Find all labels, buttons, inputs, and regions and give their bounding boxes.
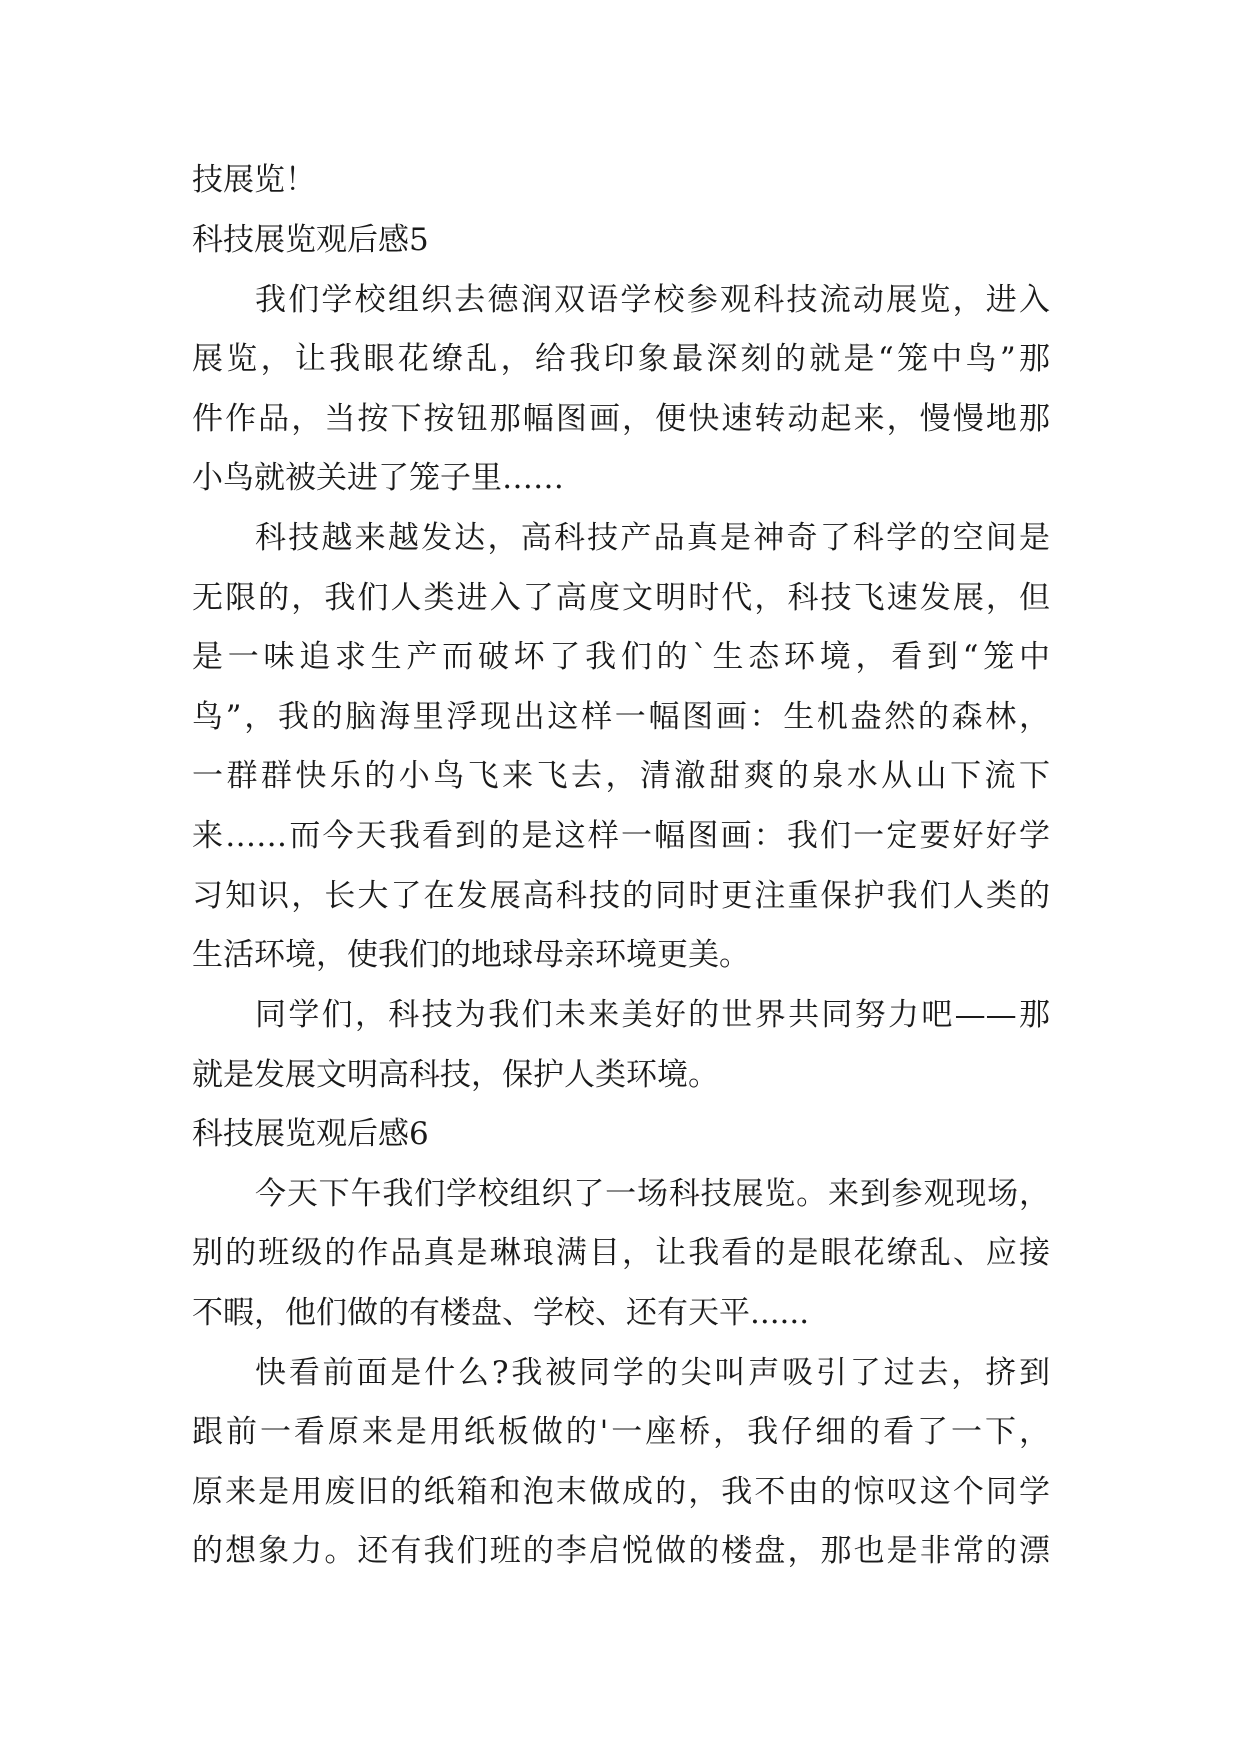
paragraph-line: 生活环境，使我们的地球母亲环境更美。: [192, 937, 750, 973]
section-heading: 科技展览观后感6: [192, 1116, 429, 1152]
paragraph-line: 件作品，当按下按钮那幅图画，便快速转动起来，慢慢地那: [192, 401, 1050, 437]
paragraph-line: 来……而今天我看到的是这样一幅图画：我们一定要好好学: [192, 818, 1050, 854]
paragraph-line: 就是发展文明高科技，保护人类环境。: [192, 1057, 719, 1093]
paragraph-line: 一群群快乐的小鸟飞来飞去，清澈甜爽的泉水从山下流下: [192, 758, 1050, 794]
paragraph-line: 展览，让我眼花缭乱，给我印象最深刻的就是“笼中鸟”那: [192, 341, 1050, 377]
paragraph-line: 鸟”，我的脑海里浮现出这样一幅图画：生机盎然的森林，: [192, 699, 1050, 735]
paragraph-line: 今天下午我们学校组织了一场科技展览。来到参观现场，: [255, 1176, 1050, 1212]
paragraph-line: 原来是用废旧的纸箱和泡末做成的，我不由的惊叹这个同学: [192, 1474, 1050, 1510]
paragraph-line: 科技越来越发达，高科技产品真是神奇了科学的空间是: [255, 520, 1050, 556]
paragraph-line: 技展览！: [192, 162, 316, 198]
section-heading: 科技展览观后感5: [192, 222, 429, 258]
paragraph-line: 的想象力。还有我们班的李启悦做的楼盘，那也是非常的漂: [192, 1533, 1050, 1569]
paragraph-line: 习知识，长大了在发展高科技的同时更注重保护我们人类的: [192, 878, 1050, 914]
paragraph-line: 我们学校组织去德润双语学校参观科技流动展览，进入: [255, 282, 1050, 318]
paragraph-line: 是一味追求生产而破坏了我们的`生态环境，看到“笼中: [192, 639, 1050, 675]
paragraph-line: 快看前面是什么?我被同学的尖叫声吸引了过去，挤到: [255, 1355, 1050, 1391]
paragraph-line: 别的班级的作品真是琳琅满目，让我看的是眼花缭乱、应接: [192, 1235, 1050, 1271]
paragraph-line: 跟前一看原来是用纸板做的'一座桥，我仔细的看了一下，: [192, 1414, 1050, 1450]
paragraph-line: 小鸟就被关进了笼子里……: [192, 460, 564, 496]
paragraph-line: 无限的，我们人类进入了高度文明时代，科技飞速发展，但: [192, 580, 1050, 616]
paragraph-line: 同学们，科技为我们未来美好的世界共同努力吧——那: [255, 997, 1050, 1033]
paragraph-line: 不暇，他们做的有楼盘、学校、还有天平......: [192, 1295, 810, 1331]
